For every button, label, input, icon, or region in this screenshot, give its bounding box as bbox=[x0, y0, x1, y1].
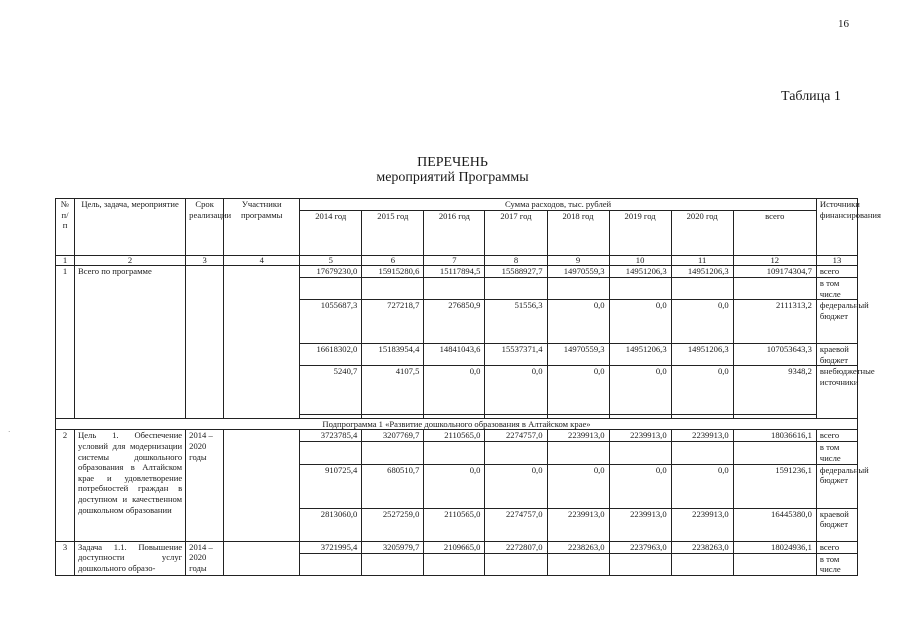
row-term: 2014 – 2020 годы bbox=[186, 541, 224, 575]
row-name: Задача 1.1. Повышение доступности услуг дошкольного образо- bbox=[75, 541, 186, 575]
amount-cell: 2238263,0 bbox=[671, 541, 733, 553]
amount-cell: 2238263,0 bbox=[547, 541, 609, 553]
amount-cell: 14970559,3 bbox=[547, 266, 609, 278]
column-number: 12 bbox=[733, 256, 816, 266]
row-number: 1 bbox=[56, 266, 75, 419]
amount-cell: 2239913,0 bbox=[609, 430, 671, 442]
amount-cell: 2813060,0 bbox=[300, 508, 362, 541]
header-no: № п/ п bbox=[56, 199, 75, 256]
column-number: 5 bbox=[300, 256, 362, 266]
program-measures-table bbox=[55, 198, 881, 576]
row-participants bbox=[224, 266, 300, 419]
amount-total-cell: 18024936,1 bbox=[733, 541, 816, 553]
source-cell: всего bbox=[816, 266, 857, 278]
amount-cell: 0,0 bbox=[547, 366, 609, 415]
source-cell: в том числе bbox=[816, 442, 857, 464]
source-cell: всего bbox=[816, 541, 857, 553]
amount-cell: 4107,5 bbox=[362, 366, 424, 415]
amount-cell: 0,0 bbox=[671, 366, 733, 415]
amount-cell: 3207769,7 bbox=[362, 430, 424, 442]
source-cell: в том числе bbox=[816, 278, 857, 300]
amount-cell: 16618302,0 bbox=[300, 344, 362, 366]
source-cell: краевой бюджет bbox=[816, 344, 857, 366]
amount-cell: 2110565,0 bbox=[424, 430, 485, 442]
title-line-2: мероприятий Программы bbox=[376, 170, 529, 185]
table-row bbox=[56, 541, 858, 553]
row-number: 3 bbox=[56, 541, 75, 575]
header-year: 2016 год bbox=[424, 211, 485, 256]
source-cell: федеральный бюджет bbox=[816, 300, 857, 344]
amount-cell: 15537371,4 bbox=[485, 344, 547, 366]
amount-cell: 15588927,7 bbox=[485, 266, 547, 278]
amount-total-cell: 109174304,7 bbox=[733, 266, 816, 278]
header-row bbox=[56, 199, 858, 211]
amount-cell: 0,0 bbox=[671, 300, 733, 344]
amount-cell: 0,0 bbox=[609, 300, 671, 344]
header-sum: Сумма расходов, тыс. рублей bbox=[300, 199, 817, 211]
table-label: Таблица 1 bbox=[781, 89, 841, 104]
header-year: 2018 год bbox=[547, 211, 609, 256]
subprogram-heading: Подпрограмма 1 «Развитие дошкольного образования в Алтайском крае» bbox=[56, 419, 858, 430]
amount-cell: 0,0 bbox=[424, 464, 485, 508]
table-row bbox=[56, 430, 858, 442]
header-source: Источники финансирования bbox=[816, 199, 857, 256]
table-row bbox=[56, 266, 858, 278]
amount-cell: 0,0 bbox=[485, 464, 547, 508]
document-title bbox=[0, 155, 905, 185]
amount-cell: 0,0 bbox=[609, 366, 671, 415]
column-number: 2 bbox=[75, 256, 186, 266]
amount-cell: 2239913,0 bbox=[671, 430, 733, 442]
column-number: 4 bbox=[224, 256, 300, 266]
amount-cell: 14951206,3 bbox=[609, 266, 671, 278]
source-cell: внебюджетные источники bbox=[816, 366, 857, 419]
title-line-1: ПЕРЕЧЕНЬ bbox=[417, 155, 488, 170]
amount-total-cell: 2111313,2 bbox=[733, 300, 816, 344]
amount-cell: 2274757,0 bbox=[485, 508, 547, 541]
column-number: 13 bbox=[816, 256, 857, 266]
amount-cell: 15117894,5 bbox=[424, 266, 485, 278]
amount-cell: 17679230,0 bbox=[300, 266, 362, 278]
amount-cell: 0,0 bbox=[485, 366, 547, 415]
page-number: 16 bbox=[838, 18, 849, 30]
source-cell: краевой бюджет bbox=[816, 508, 857, 541]
amount-cell: 2274757,0 bbox=[485, 430, 547, 442]
row-participants bbox=[224, 430, 300, 541]
amount-cell: 1055687,3 bbox=[300, 300, 362, 344]
amount-cell: 14951206,3 bbox=[671, 344, 733, 366]
amount-cell: 0,0 bbox=[609, 464, 671, 508]
amount-cell: 14841043,6 bbox=[424, 344, 485, 366]
subprogram-row bbox=[56, 419, 858, 430]
amount-total-cell: 9348,2 bbox=[733, 366, 816, 415]
amount-cell: 727218,7 bbox=[362, 300, 424, 344]
amount-cell: 14951206,3 bbox=[609, 344, 671, 366]
amount-cell: 2239913,0 bbox=[547, 430, 609, 442]
header-year: 2017 год bbox=[485, 211, 547, 256]
row-term: 2014 – 2020 годы bbox=[186, 430, 224, 541]
amount-cell: 2110565,0 bbox=[424, 508, 485, 541]
row-name: Цель 1. Обеспечение условий для модернизации системы дошкольного образования в Алтайском крае и удовлетворение потребностей граждан в доступном и качественном дошкольном образовании bbox=[75, 430, 186, 541]
amount-total-cell: 18036616,1 bbox=[733, 430, 816, 442]
amount-cell: 51556,3 bbox=[485, 300, 547, 344]
header-term: Срок реализации bbox=[186, 199, 224, 256]
margin-mark: · bbox=[8, 428, 11, 436]
row-number: 2 bbox=[56, 430, 75, 541]
header-year: 2020 год bbox=[671, 211, 733, 256]
row-term bbox=[186, 266, 224, 419]
column-number: 11 bbox=[671, 256, 733, 266]
source-cell: всего bbox=[816, 430, 857, 442]
header-year: 2014 год bbox=[300, 211, 362, 256]
amount-cell: 0,0 bbox=[547, 464, 609, 508]
header-year: 2019 год bbox=[609, 211, 671, 256]
amount-cell: 2272807,0 bbox=[485, 541, 547, 553]
amount-total-cell: 1591236,1 bbox=[733, 464, 816, 508]
amount-cell: 2239913,0 bbox=[671, 508, 733, 541]
amount-cell: 0,0 bbox=[671, 464, 733, 508]
header-year: 2015 год bbox=[362, 211, 424, 256]
amount-cell: 910725,4 bbox=[300, 464, 362, 508]
amount-cell: 15915280,6 bbox=[362, 266, 424, 278]
amount-cell: 5240,7 bbox=[300, 366, 362, 415]
amount-cell: 2527259,0 bbox=[362, 508, 424, 541]
source-cell: федеральный бюджет bbox=[816, 464, 857, 508]
column-number: 10 bbox=[609, 256, 671, 266]
amount-cell: 2239913,0 bbox=[547, 508, 609, 541]
column-numbers-row bbox=[56, 256, 858, 266]
amount-total-cell: 16445380,0 bbox=[733, 508, 816, 541]
header-total: всего bbox=[733, 211, 816, 256]
column-number: 7 bbox=[424, 256, 485, 266]
amount-cell: 3723785,4 bbox=[300, 430, 362, 442]
column-number: 8 bbox=[485, 256, 547, 266]
amount-cell: 3721995,4 bbox=[300, 541, 362, 553]
column-number: 9 bbox=[547, 256, 609, 266]
amount-cell: 2239913,0 bbox=[609, 508, 671, 541]
amount-cell: 14970559,3 bbox=[547, 344, 609, 366]
amount-cell: 15183954,4 bbox=[362, 344, 424, 366]
column-number: 6 bbox=[362, 256, 424, 266]
header-goal: Цель, задача, мероприятие bbox=[75, 199, 186, 256]
amount-cell: 680510,7 bbox=[362, 464, 424, 508]
column-number: 3 bbox=[186, 256, 224, 266]
column-number: 1 bbox=[56, 256, 75, 266]
amount-cell: 0,0 bbox=[547, 300, 609, 344]
amount-cell: 3205979,7 bbox=[362, 541, 424, 553]
row-participants bbox=[224, 541, 300, 575]
amount-cell: 2237963,0 bbox=[609, 541, 671, 553]
amount-cell: 276850,9 bbox=[424, 300, 485, 344]
amount-total-cell: 107053643,3 bbox=[733, 344, 816, 366]
amount-cell: 0,0 bbox=[424, 366, 485, 415]
amount-cell: 14951206,3 bbox=[671, 266, 733, 278]
amount-cell: 2109665,0 bbox=[424, 541, 485, 553]
header-participants: Участники программы bbox=[224, 199, 300, 256]
source-cell: в том числе bbox=[816, 553, 857, 575]
row-name: Всего по программе bbox=[75, 266, 186, 419]
